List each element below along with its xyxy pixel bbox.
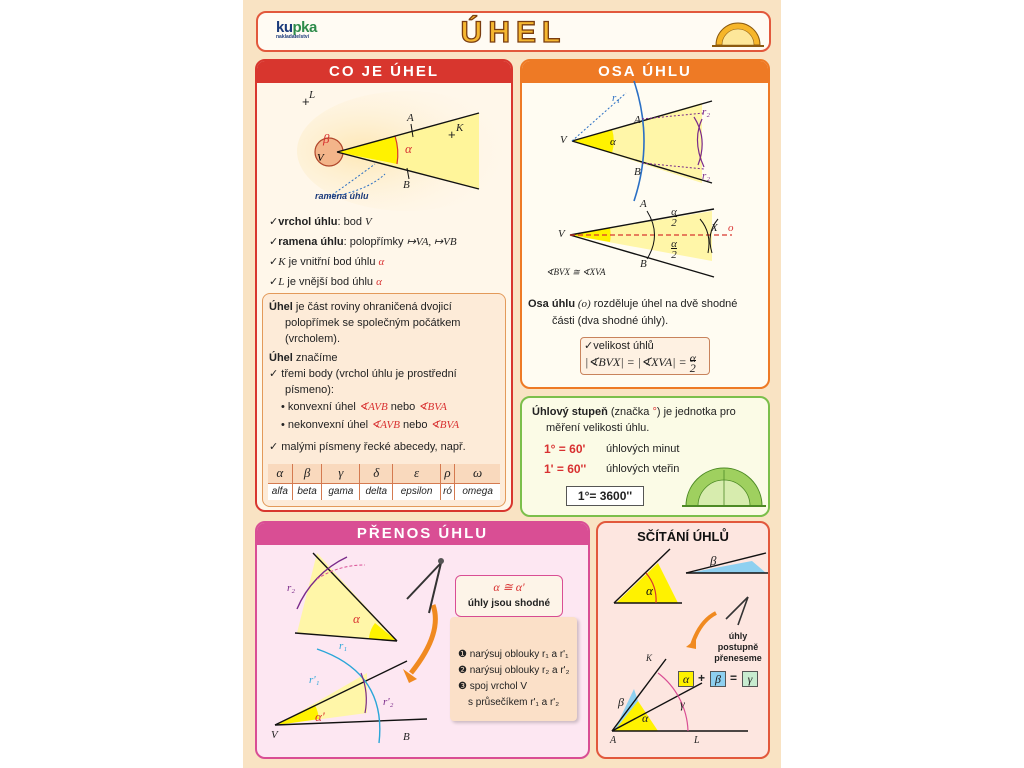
r1-label: r₁ (612, 92, 621, 104)
protractor-icon (258, 13, 773, 54)
header (256, 11, 771, 52)
osa2-B-label: B (640, 258, 647, 270)
greek-letter: ρ (440, 464, 454, 483)
panel-co-je-uhel (255, 59, 513, 512)
panel-title-scitani-uhlu: SČÍTÁNÍ ÚHLŮ (637, 529, 729, 544)
greek-letter: γ (322, 464, 360, 483)
greek-name: epsilon (393, 483, 441, 500)
prenos-alphap-label: α' (315, 709, 325, 724)
greek-name: gama (322, 483, 360, 500)
svg-text:V: V (317, 152, 324, 164)
bullet-L: ✓L je vnější bod úhlu α (269, 276, 382, 288)
stupen-line-2: měření velikosti úhlu. (546, 422, 650, 434)
def-line-1: Úhel je část roviny ohraničená dvojicí (269, 301, 452, 313)
greek-name: ró (440, 483, 454, 500)
shodne-box (455, 575, 563, 617)
prenos-r1-label: r₁ (339, 640, 348, 652)
def-line-6: písmeno): (285, 384, 334, 396)
point-L-label: L (309, 89, 316, 101)
sc-equals: = (730, 671, 738, 685)
sc-beta-label: β (710, 553, 717, 568)
r2-label-top: r₂ (702, 106, 711, 118)
poster (243, 0, 781, 768)
logo-text-a: ku (276, 19, 293, 36)
stupen-seconds-eq: 1' = 60'' (544, 462, 587, 476)
greek-name: delta (360, 483, 393, 500)
steps-note (450, 617, 577, 721)
osa2-V-label: V (558, 228, 565, 240)
def-konvex: • konvexní úhel ∢AVB nebo ∢BVA (281, 401, 447, 413)
panel-scitani-uhlu (596, 521, 770, 759)
greek-alphabet-table (268, 464, 500, 500)
half-alpha-bottom: α 2 (671, 238, 677, 261)
bullet-ramena: ✓ramena úhlu: polopřímky ↦VA, ↦VB (269, 236, 457, 248)
shodne-symbol: α ≅ α' (493, 580, 525, 594)
bullet-K: ✓K je vnitřní bod úhlu α (269, 256, 385, 268)
prenos-alpha-label: α (353, 611, 360, 626)
sc-K-label: K (646, 653, 653, 663)
sc-alpha-label-2: α (642, 711, 649, 725)
prenos-r2-label: r₂ (287, 582, 296, 594)
greek-letter: α (268, 464, 292, 483)
greek-letter: β (292, 464, 322, 483)
def-line-5: ✓ třemi body (vrchol úhlu je prostřední (269, 368, 457, 380)
panel-title-osa-uhlu: OSA ÚHLU (522, 61, 768, 83)
step-2: ❷ narýsuj oblouky r₂ a r'₂ (458, 665, 570, 676)
def-line-greek: ✓ malými písmeny řecké abecedy, např. (269, 441, 466, 453)
alpha-label: α (405, 141, 412, 156)
protractor-icon (522, 398, 770, 517)
def-nekonvex: • nekonvexní úhel ∢AVB nebo ∢BVA (281, 419, 460, 431)
greek-name: beta (292, 483, 322, 500)
logo-subtitle: nakladatelství (276, 34, 310, 40)
point-B-label: B (403, 179, 410, 191)
prenos-r1p-label: r'₁ (309, 674, 320, 686)
sc-alpha-label: α (646, 583, 653, 598)
panel-title-prenos-uhlu: PŘENOS ÚHLU (257, 523, 588, 545)
sc-L-label: L (694, 735, 700, 746)
point-L-cross: + (302, 94, 310, 109)
point-K-label: K (456, 122, 464, 134)
definition-box (262, 293, 506, 507)
half-alpha-top: α 2 (671, 206, 677, 229)
stupen-minutes-eq: 1° = 60' (544, 442, 586, 456)
stupen-box: 1°= 3600'' (566, 486, 644, 506)
panel-title-co-je-uhel: CO JE ÚHEL (257, 61, 511, 83)
step-3b: s průsečíkem r'₁ a r'₂ (468, 697, 560, 708)
stupen-seconds-text: úhlových vteřin (606, 463, 680, 475)
sc-A-label: A (610, 735, 617, 746)
panel-osa-uhlu (520, 59, 770, 389)
osa2-A-label: A (640, 198, 647, 210)
prenos-B-label: B (403, 731, 410, 743)
panel-uhlovy-stupen (520, 396, 770, 517)
sc-caption: úhly postupně přeneseme (714, 631, 762, 663)
r2-label-bottom: r₂ (702, 170, 711, 182)
osa-V-label: V (560, 134, 567, 146)
greek-letter: ω (455, 464, 500, 483)
panel-prenos-uhlu (255, 521, 590, 759)
osa2-X-label: X (711, 222, 718, 234)
greek-letter: ε (393, 464, 441, 483)
stupen-minutes-text: úhlových minut (606, 443, 680, 455)
sc-beta-label-2: β (618, 695, 624, 709)
sc-gamma-label: γ (680, 697, 685, 711)
osa-text-2: části (dva shodné úhly). (552, 315, 669, 327)
point-A-label: A (407, 112, 414, 124)
point-K-cross: + (448, 127, 456, 142)
step-1: ❶ narýsuj oblouky r₁ a r'₁ (458, 649, 569, 660)
page-title: ÚHEL (460, 16, 567, 49)
stupen-line-1: Úhlový stupeň (značka °) je jednotka pro (532, 406, 736, 418)
def-line-4: Úhel značíme (269, 352, 338, 364)
osa-text-1: Osa úhlu (o) rozděluje úhel na dvě shodné (528, 298, 738, 310)
prenos-r2p-label: r'₂ (383, 696, 394, 708)
beta-label: β (323, 131, 330, 146)
osa-A-label: A (634, 114, 641, 126)
velikost-formula: |∢BVX| = |∢XVA| = α 2 (585, 351, 696, 375)
shodne-text: úhly jsou shodné (467, 598, 551, 609)
velikost-label: ✓velikost úhlů (584, 340, 654, 352)
osa-B-label: B (634, 166, 641, 178)
sc-box-gamma: γ (742, 671, 758, 687)
sc-box-alpha: α (678, 671, 694, 687)
sc-plus: + (698, 671, 706, 685)
greek-letter: δ (360, 464, 393, 483)
sc-box-beta: β (710, 671, 726, 687)
logo-text-b: pka (292, 19, 317, 36)
def-line-3: (vrcholem). (285, 333, 341, 345)
ramena-label: ramena úhlu (315, 191, 369, 201)
angle-figure (257, 61, 513, 211)
prenos-V-label: V (271, 729, 278, 741)
greek-name: alfa (268, 483, 292, 500)
osa-alpha-label: α (610, 136, 616, 148)
osa2-congruence: ∢BVX ≅ ∢XVA (546, 267, 606, 277)
step-3: ❸ spoj vrchol V (458, 681, 527, 692)
bullet-vrchol: ✓vrchol úhlu: bod V (269, 216, 372, 228)
greek-name: omega (455, 483, 500, 500)
osa2-o-label: o (728, 222, 734, 234)
def-line-2: polopřímek se společným počátkem (285, 317, 461, 329)
